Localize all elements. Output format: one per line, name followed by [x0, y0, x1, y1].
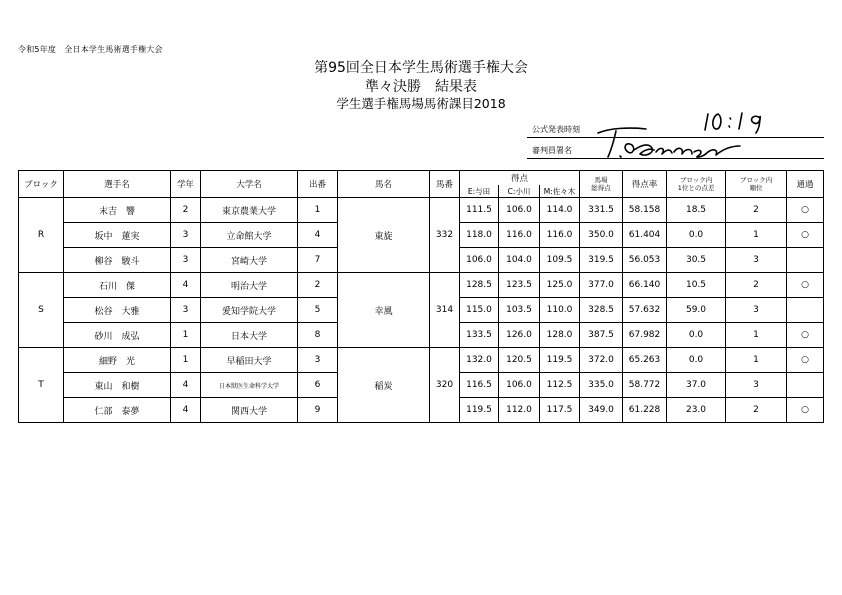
- pass-mark: ○: [787, 223, 824, 248]
- score-rate: 65.263: [623, 348, 667, 373]
- pass-mark: ○: [787, 198, 824, 223]
- score-e: 132.0: [460, 348, 499, 373]
- rank-cell: 3: [726, 248, 787, 273]
- rider-name: 東山 和樹: [64, 373, 171, 398]
- university-cell: 早稲田大学: [201, 348, 298, 373]
- header-rate: 得点率: [623, 171, 667, 198]
- block-cell: R: [19, 198, 64, 273]
- order-cell: 7: [298, 248, 338, 273]
- score-m: 110.0: [540, 298, 580, 323]
- gap-cell: 10.5: [667, 273, 726, 298]
- rider-name: 坂中 蓮実: [64, 223, 171, 248]
- score-e: 133.5: [460, 323, 499, 348]
- score-c: 106.0: [499, 373, 540, 398]
- header-score: 得点: [460, 171, 580, 186]
- score-c: 123.5: [499, 273, 540, 298]
- gap-cell: 18.5: [667, 198, 726, 223]
- order-cell: 1: [298, 198, 338, 223]
- pass-mark: [787, 373, 824, 398]
- pass-mark: ○: [787, 398, 824, 423]
- horse-no-cell: 320: [430, 348, 460, 423]
- gap-cell: 37.0: [667, 373, 726, 398]
- pass-mark: ○: [787, 348, 824, 373]
- score-m: 119.5: [540, 348, 580, 373]
- score-c: 120.5: [499, 348, 540, 373]
- header-rank-line1: ブロック内: [739, 176, 773, 184]
- gap-cell: 0.0: [667, 348, 726, 373]
- page-subtitle: 準々決勝 結果表: [365, 79, 477, 95]
- rider-name: 末吉 響: [64, 198, 171, 223]
- score-c: 106.0: [499, 198, 540, 223]
- order-cell: 8: [298, 323, 338, 348]
- header-rider: 選手名: [64, 171, 171, 198]
- header-order: 出番: [298, 171, 338, 198]
- score-rate: 56.053: [623, 248, 667, 273]
- score-e: 115.0: [460, 298, 499, 323]
- total-score: 372.0: [580, 348, 623, 373]
- score-m: 114.0: [540, 198, 580, 223]
- order-cell: 5: [298, 298, 338, 323]
- rider-name: 石川 傑: [64, 273, 171, 298]
- header-block: ブロック: [19, 171, 64, 198]
- page-title: 第95回全日本学生馬術選手権大会: [314, 60, 528, 76]
- gap-cell: 0.0: [667, 323, 726, 348]
- rider-name: 砂川 成弘: [64, 323, 171, 348]
- grade-cell: 4: [171, 273, 201, 298]
- pass-mark: [787, 248, 824, 273]
- order-cell: 9: [298, 398, 338, 423]
- header-judge-m: M:佐々木: [540, 185, 580, 198]
- grade-cell: 2: [171, 198, 201, 223]
- header-grade: 学年: [171, 171, 201, 198]
- gap-cell: 23.0: [667, 398, 726, 423]
- announce-time-label: 公式発表時刻: [532, 125, 580, 134]
- grade-cell: 4: [171, 373, 201, 398]
- rank-cell: 2: [726, 198, 787, 223]
- university-cell: 愛知学院大学: [201, 298, 298, 323]
- header-university: 大学名: [201, 171, 298, 198]
- order-cell: 6: [298, 373, 338, 398]
- header-rank: [726, 171, 787, 198]
- score-m: 117.5: [540, 398, 580, 423]
- score-rate: 61.404: [623, 223, 667, 248]
- grade-cell: 1: [171, 323, 201, 348]
- score-e: 128.5: [460, 273, 499, 298]
- score-e: 118.0: [460, 223, 499, 248]
- order-cell: 4: [298, 223, 338, 248]
- score-e: 111.5: [460, 198, 499, 223]
- header-horse: 馬名: [338, 171, 430, 198]
- score-rate: 67.982: [623, 323, 667, 348]
- rank-cell: 3: [726, 298, 787, 323]
- rider-name: 松谷 大雅: [64, 298, 171, 323]
- total-score: 349.0: [580, 398, 623, 423]
- score-c: 116.0: [499, 223, 540, 248]
- grade-cell: 3: [171, 248, 201, 273]
- handwritten-signature: [590, 108, 790, 163]
- block-cell: T: [19, 348, 64, 423]
- header-pass: 通過: [787, 171, 824, 198]
- score-rate: 57.632: [623, 298, 667, 323]
- pass-mark: [787, 298, 824, 323]
- header-rank-line2: 順位: [749, 184, 763, 192]
- score-e: 116.5: [460, 373, 499, 398]
- order-cell: 2: [298, 273, 338, 298]
- rank-cell: 2: [726, 273, 787, 298]
- horse-no-cell: 332: [430, 198, 460, 273]
- total-score: 387.5: [580, 323, 623, 348]
- pass-mark: ○: [787, 273, 824, 298]
- rank-cell: 1: [726, 348, 787, 373]
- total-score: 331.5: [580, 198, 623, 223]
- header-judge-e: E:与田: [460, 185, 499, 198]
- grade-cell: 4: [171, 398, 201, 423]
- university-cell: 明治大学: [201, 273, 298, 298]
- header-gap-line1: ブロック内: [679, 176, 713, 184]
- horse-cell: 幸風: [338, 273, 430, 348]
- results-table: [18, 170, 824, 423]
- horse-cell: 東旋: [338, 198, 430, 273]
- score-e: 119.5: [460, 398, 499, 423]
- header-total: [580, 171, 623, 198]
- rank-cell: 3: [726, 373, 787, 398]
- header-gap-line2: 1位との点差: [677, 184, 715, 192]
- header-total-line1: 馬場: [594, 176, 608, 184]
- score-rate: 58.158: [623, 198, 667, 223]
- grade-cell: 1: [171, 348, 201, 373]
- score-c: 112.0: [499, 398, 540, 423]
- pass-mark: ○: [787, 323, 824, 348]
- header-total-line2: 総得点: [591, 184, 611, 192]
- score-c: 104.0: [499, 248, 540, 273]
- score-m: 128.0: [540, 323, 580, 348]
- rider-name: 柳谷 駿斗: [64, 248, 171, 273]
- judge-signature-label: 審判員署名: [532, 146, 572, 155]
- event-name: 学生選手権馬場馬術課目2018: [336, 96, 506, 111]
- grade-cell: 3: [171, 298, 201, 323]
- total-score: 328.5: [580, 298, 623, 323]
- gap-cell: 30.5: [667, 248, 726, 273]
- header-horse-no: 馬番: [430, 171, 460, 198]
- score-rate: 61.228: [623, 398, 667, 423]
- rank-cell: 1: [726, 223, 787, 248]
- table-row: [19, 273, 824, 298]
- university-cell: 関西大学: [201, 398, 298, 423]
- gap-cell: 0.0: [667, 223, 726, 248]
- rider-name: 細野 光: [64, 348, 171, 373]
- university-cell: 宮崎大学: [201, 248, 298, 273]
- block-cell: S: [19, 273, 64, 348]
- university-cell: 立命館大学: [201, 223, 298, 248]
- rider-name: 仁部 泰夢: [64, 398, 171, 423]
- score-m: 116.0: [540, 223, 580, 248]
- score-rate: 66.140: [623, 273, 667, 298]
- header-judge-c: C:小川: [499, 185, 540, 198]
- header-gap: [667, 171, 726, 198]
- table-row: [19, 348, 824, 373]
- score-c: 126.0: [499, 323, 540, 348]
- gap-cell: 59.0: [667, 298, 726, 323]
- total-score: 319.5: [580, 248, 623, 273]
- university-cell: 日本大学: [201, 323, 298, 348]
- order-cell: 3: [298, 348, 338, 373]
- grade-cell: 3: [171, 223, 201, 248]
- score-m: 109.5: [540, 248, 580, 273]
- score-c: 103.5: [499, 298, 540, 323]
- season-label: 令和5年度 全日本学生馬術選手権大会: [18, 45, 163, 54]
- score-m: 125.0: [540, 273, 580, 298]
- rank-cell: 2: [726, 398, 787, 423]
- total-score: 350.0: [580, 223, 623, 248]
- score-rate: 58.772: [623, 373, 667, 398]
- university-cell: 日本獣医生命科学大学: [201, 373, 298, 398]
- horse-no-cell: 314: [430, 273, 460, 348]
- table-row: [19, 198, 824, 223]
- score-e: 106.0: [460, 248, 499, 273]
- score-m: 112.5: [540, 373, 580, 398]
- horse-cell: 稲炭: [338, 348, 430, 423]
- university-cell: 東京農業大学: [201, 198, 298, 223]
- total-score: 377.0: [580, 273, 623, 298]
- rank-cell: 1: [726, 323, 787, 348]
- total-score: 335.0: [580, 373, 623, 398]
